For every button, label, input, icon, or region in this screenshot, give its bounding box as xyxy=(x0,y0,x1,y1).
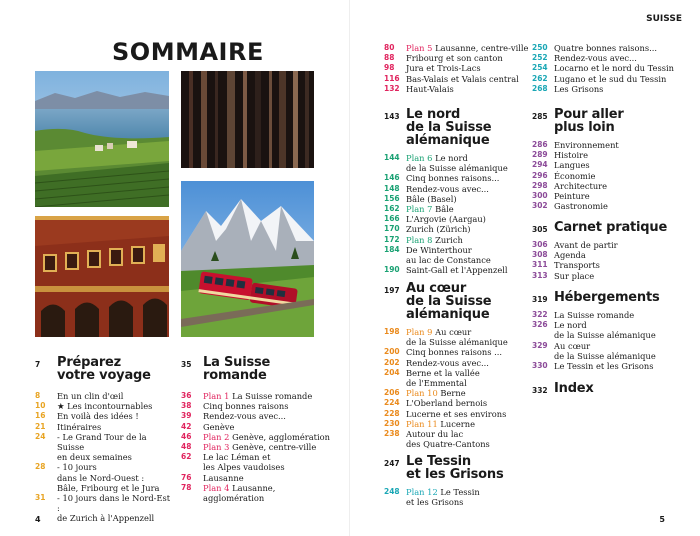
toc-entry xyxy=(181,411,331,421)
entry-title xyxy=(406,235,534,245)
entry-title: Gastronomie xyxy=(554,201,608,212)
section-nord-alemanique xyxy=(384,108,534,275)
entry-title: Histoire xyxy=(554,150,589,161)
section-title: Au cœur de la Suisse alémanique xyxy=(406,281,492,322)
entry-page-number: 308 xyxy=(532,250,548,260)
entry-title: Architecture xyxy=(554,180,608,191)
toc-entry xyxy=(181,452,331,472)
entry-title: Fribourg et son canton xyxy=(406,53,503,64)
entry-page-number: 329 xyxy=(532,340,548,350)
section-title: Le Tessin et les Grisons xyxy=(406,454,504,482)
entry-title: Langues xyxy=(554,160,590,171)
toc-entry xyxy=(384,487,534,507)
entry-plan-label: Plan 7 xyxy=(406,204,433,215)
section-title: Le nord de la Suisse alémanique xyxy=(406,107,492,148)
entry-page-number: 8 xyxy=(35,391,41,400)
section-page-number: 197 xyxy=(384,286,400,295)
entry-page-number: 306 xyxy=(532,240,548,249)
entry-page-number: 132 xyxy=(384,83,400,93)
section-title: Pour aller plus loin xyxy=(554,107,624,135)
toc-entry xyxy=(384,368,534,388)
toc-entry xyxy=(35,422,175,432)
entry-page-number: 252 xyxy=(532,53,548,63)
toc-entry xyxy=(384,63,534,73)
page-number-left: 4 xyxy=(35,515,41,524)
toc-entry xyxy=(532,201,692,211)
entry-page-number: 254 xyxy=(532,63,548,73)
entry-page-number: 206 xyxy=(384,388,400,398)
toc-entry xyxy=(384,224,534,234)
entry-page-number: 224 xyxy=(384,398,400,408)
entry-title: Lucerne et ses environs xyxy=(406,408,507,419)
entry-page-number: 38 xyxy=(181,401,192,411)
entry-title: La Suisse romande xyxy=(554,310,635,320)
entry-title: Sur place xyxy=(554,270,595,281)
section-title: Index xyxy=(554,381,594,396)
toc-entry xyxy=(384,214,534,224)
entry-page-number: 76 xyxy=(181,472,192,482)
entry-page-number: 330 xyxy=(532,361,548,371)
entry-page-number: 62 xyxy=(181,452,192,462)
entry-title: Agenda xyxy=(554,250,586,261)
entry-title: - 10 jours dans le Nord-Ouest : Bâle, Fribourg et le Jura xyxy=(57,462,160,493)
photo-mountain-train xyxy=(181,181,314,337)
entry-page-number: 184 xyxy=(384,244,400,254)
entry-page-number: 166 xyxy=(384,214,400,224)
section-title: Préparez votre voyage xyxy=(57,355,151,383)
entry-title: Rendez-vous avec... xyxy=(554,53,637,64)
section-page-number: 7 xyxy=(35,360,41,369)
toc-entry xyxy=(384,358,534,368)
entry-title: Berne et la vallée de l'Emmental xyxy=(406,367,480,389)
entry-title xyxy=(203,391,331,401)
entry-title: Économie xyxy=(554,170,596,181)
section-coeur-alemanique xyxy=(384,282,534,449)
entry-page-number: 302 xyxy=(532,201,548,211)
toc-entry xyxy=(35,462,175,493)
entry-title: Quatre bonnes raisons... xyxy=(554,43,658,53)
entry-page-number: 80 xyxy=(384,43,395,52)
entry-title: Au cœur de la Suisse alémanique xyxy=(554,340,656,361)
entry-page-number: 294 xyxy=(532,160,548,170)
toc-entry xyxy=(384,398,534,408)
toc-entry xyxy=(532,181,692,191)
entry-plan-title: Genève, agglomération xyxy=(229,431,330,442)
toc-entry xyxy=(532,191,692,201)
entry-page-number: 98 xyxy=(384,63,395,73)
section-title: Hébergements xyxy=(554,290,660,305)
entry-plan-label: Plan 8 xyxy=(406,234,433,245)
section-preparez xyxy=(35,356,175,524)
entry-plan-label: Plan 9 xyxy=(406,327,433,337)
entry-title: Lugano et le sud du Tessin xyxy=(554,73,667,84)
entry-page-number: 204 xyxy=(384,367,400,377)
toc-entry xyxy=(384,388,534,398)
entry-page-number: 172 xyxy=(384,234,400,244)
entry-list xyxy=(35,391,175,524)
section-title: Carnet pratique xyxy=(554,220,668,235)
entry-title: Le nord de la Suisse alémanique xyxy=(554,320,656,341)
entry-page-number: 228 xyxy=(384,408,400,418)
toc-entry xyxy=(384,347,534,357)
entry-title: En voilà des idées ! xyxy=(57,411,139,422)
toc-entry xyxy=(532,171,692,181)
entry-title: - Le Grand Tour de la Suisse en deux semaines xyxy=(57,431,147,463)
toc-entry xyxy=(532,63,692,73)
entry-page-number: 16 xyxy=(35,411,46,421)
page-number-right: 5 xyxy=(659,515,665,524)
entry-title: Zurich (Zürich) xyxy=(406,224,471,235)
entry-page-number: 146 xyxy=(384,173,400,183)
entry-title xyxy=(406,327,534,347)
entry-page-number: 322 xyxy=(532,310,548,319)
entry-page-number: 88 xyxy=(384,53,395,63)
entry-title: - 10 jours dans le Nord-Est : de Zurich à l'Appenzell xyxy=(57,493,171,524)
entry-page-number: 28 xyxy=(35,462,46,472)
entry-page-number: 10 xyxy=(35,401,46,411)
entry-plan-label: Plan 11 xyxy=(406,418,438,429)
toc-entry xyxy=(532,150,692,160)
toc-entry xyxy=(35,411,175,421)
entry-list xyxy=(384,43,534,94)
entry-title xyxy=(406,153,534,173)
entry-title: Autour du lac des Quatre-Cantons xyxy=(406,429,490,450)
toc-entry xyxy=(532,361,692,371)
entry-page-number: 296 xyxy=(532,170,548,180)
entry-plan-title: Genève, centre-ville xyxy=(229,442,317,453)
entry-title: De Winterthour au lac de Constance xyxy=(406,244,491,266)
toc-entry xyxy=(384,194,534,204)
toc-entry xyxy=(35,493,175,524)
entry-page-number: 46 xyxy=(181,431,192,441)
entry-title xyxy=(203,432,331,442)
toc-entry xyxy=(384,153,534,173)
toc-entry xyxy=(384,84,534,94)
entry-page-number: 48 xyxy=(181,442,192,452)
section-page-number: 285 xyxy=(532,112,548,121)
toc-entry xyxy=(384,74,534,84)
photo-town-hall xyxy=(35,216,169,337)
entry-list xyxy=(384,487,534,507)
entry-page-number: 198 xyxy=(384,327,400,336)
entry-title: Saint-Gall et l'Appenzell xyxy=(406,265,508,276)
entry-title: Rendez-vous avec... xyxy=(203,411,286,422)
entry-page-number: 200 xyxy=(384,347,400,357)
entry-list xyxy=(532,240,692,281)
section-suisse-romande xyxy=(181,356,331,503)
entry-title: Peinture xyxy=(554,191,590,202)
toc-entry xyxy=(532,310,692,320)
entry-plan-title: Le Tessin et les Grisons xyxy=(406,487,480,508)
toc-entry xyxy=(532,260,692,270)
entry-page-number: 326 xyxy=(532,320,548,330)
entry-title: Environnement xyxy=(554,140,619,150)
toc-entry xyxy=(181,483,331,503)
toc-entry xyxy=(384,184,534,194)
entry-title: Avant de partir xyxy=(554,240,618,250)
right-page xyxy=(350,0,700,536)
entry-plan-label: Plan 1 xyxy=(203,391,230,401)
section-tessin-continued xyxy=(532,43,692,94)
entry-page-number: 21 xyxy=(35,421,46,431)
entry-title: En un clin d'œil xyxy=(57,391,124,401)
entry-page-number: 313 xyxy=(532,270,548,280)
toc-entry xyxy=(532,240,692,250)
toc-entry xyxy=(384,173,534,183)
entry-title: Les Grisons xyxy=(554,83,604,94)
entry-list xyxy=(532,140,692,211)
entry-title: Genève xyxy=(203,421,235,432)
entry-page-number: 262 xyxy=(532,73,548,83)
entry-title: Rendez-vous avec... xyxy=(406,183,489,194)
section-tessin-grisons xyxy=(384,455,534,507)
entry-plan-title: Lucerne xyxy=(437,418,476,429)
entry-plan-title: Le nord de la Suisse alémanique xyxy=(406,153,508,174)
entry-page-number: 39 xyxy=(181,411,192,421)
toc-entry xyxy=(532,320,692,340)
entry-list xyxy=(532,310,692,371)
country-header: SUISSE xyxy=(646,14,682,24)
toc-entry xyxy=(181,442,331,452)
section-pour-aller-plus-loin xyxy=(532,108,692,211)
entry-page-number: 116 xyxy=(384,73,400,83)
entry-page-number: 289 xyxy=(532,150,548,160)
entry-page-number: 36 xyxy=(181,391,192,400)
entry-title xyxy=(406,43,534,53)
entry-title: Jura et Trois-Lacs xyxy=(406,63,481,74)
entry-list xyxy=(532,43,692,94)
toc-entry xyxy=(532,74,692,84)
entry-title: Lausanne xyxy=(203,472,244,483)
section-page-number: 247 xyxy=(384,459,400,468)
entry-title xyxy=(203,442,331,452)
toc-entry xyxy=(532,84,692,94)
entry-plan-label: Plan 5 xyxy=(406,43,433,53)
entry-page-number: 248 xyxy=(384,487,400,496)
toc-entry xyxy=(532,250,692,260)
entry-title xyxy=(406,419,534,429)
toc-entry xyxy=(181,422,331,432)
entry-plan-label: Plan 3 xyxy=(203,442,230,453)
entry-title: Transports xyxy=(554,260,600,271)
page-title: SOMMAIRE xyxy=(112,38,264,66)
entry-list xyxy=(384,153,534,275)
entry-title: Le Tessin et les Grisons xyxy=(554,361,654,372)
toc-entry xyxy=(181,401,331,411)
entry-title xyxy=(406,204,534,214)
entry-title: Bas-Valais et Valais central xyxy=(406,73,519,84)
toc-entry xyxy=(384,265,534,275)
entry-title: Cinq bonnes raisons ... xyxy=(406,347,503,358)
photo-dark-abstract xyxy=(181,71,314,168)
section-page-number: 319 xyxy=(532,295,548,304)
section-index xyxy=(532,382,692,395)
entry-page-number: 170 xyxy=(384,224,400,234)
entry-title: ★ Les incontournables xyxy=(57,401,153,412)
entry-page-number: 300 xyxy=(532,191,548,201)
toc-entry xyxy=(532,341,692,361)
toc-entry xyxy=(384,43,534,53)
toc-entry xyxy=(35,391,175,401)
toc-entry xyxy=(532,53,692,63)
entry-page-number: 286 xyxy=(532,140,548,149)
toc-entry xyxy=(181,473,331,483)
entry-page-number: 190 xyxy=(384,265,400,275)
entry-page-number: 156 xyxy=(384,193,400,203)
entry-page-number: 144 xyxy=(384,153,400,162)
entry-page-number: 202 xyxy=(384,357,400,367)
entry-plan-label: Plan 12 xyxy=(406,487,438,497)
entry-title: Locarno et le nord du Tessin xyxy=(554,63,674,74)
toc-entry xyxy=(384,53,534,63)
toc-entry xyxy=(384,429,534,449)
entry-page-number: 311 xyxy=(532,260,548,270)
entry-title: Cinq bonnes raisons... xyxy=(406,173,500,184)
entry-list xyxy=(181,391,331,503)
entry-title: L'Argovie (Aargau) xyxy=(406,214,486,225)
entry-page-number: 31 xyxy=(35,493,46,503)
entry-page-number: 250 xyxy=(532,43,548,52)
toc-entry xyxy=(384,327,534,347)
toc-entry xyxy=(384,409,534,419)
entry-page-number: 162 xyxy=(384,204,400,214)
entry-plan-label: Plan 2 xyxy=(203,431,230,442)
section-page-number: 332 xyxy=(532,386,548,395)
entry-plan-label: Plan 4 xyxy=(203,482,230,493)
entry-title: Rendez-vous avec... xyxy=(406,357,489,368)
toc-entry xyxy=(384,204,534,214)
entry-list xyxy=(384,327,534,449)
entry-title: Itinéraires xyxy=(57,421,102,432)
entry-plan-title: Lausanne, centre-ville xyxy=(432,43,529,53)
entry-plan-label: Plan 6 xyxy=(406,153,433,163)
entry-page-number: 238 xyxy=(384,429,400,439)
toc-entry xyxy=(181,391,331,401)
section-title: La Suisse romande xyxy=(203,355,271,383)
entry-page-number: 42 xyxy=(181,421,192,431)
toc-entry xyxy=(532,43,692,53)
section-page-number: 35 xyxy=(181,360,192,369)
entry-plan-title: La Suisse romande xyxy=(229,391,313,401)
section-hebergements xyxy=(532,291,692,371)
entry-page-number: 230 xyxy=(384,418,400,428)
entry-plan-title: Zurich xyxy=(432,234,463,245)
entry-title: Le lac Léman et les Alpes vaudoises xyxy=(203,452,285,473)
section-page-number: 143 xyxy=(384,112,400,121)
toc-entry xyxy=(35,401,175,411)
toc-entry xyxy=(532,271,692,281)
entry-title: Cinq bonnes raisons xyxy=(203,401,289,412)
section-carnet-pratique xyxy=(532,221,692,281)
entry-title xyxy=(203,483,331,503)
toc-entry xyxy=(181,432,331,442)
entry-plan-title: Au cœur de la Suisse alémanique xyxy=(406,327,508,348)
entry-page-number: 148 xyxy=(384,183,400,193)
toc-entry xyxy=(35,432,175,463)
entry-page-number: 24 xyxy=(35,431,46,441)
entry-page-number: 78 xyxy=(181,482,192,492)
entry-page-number: 298 xyxy=(532,180,548,190)
photo-lake-vineyards xyxy=(35,71,169,207)
toc-entry xyxy=(532,160,692,170)
entry-page-number: 268 xyxy=(532,83,548,93)
entry-title xyxy=(406,487,534,507)
section-romande-continued xyxy=(384,43,534,94)
toc-entry xyxy=(384,419,534,429)
toc-entry xyxy=(532,140,692,150)
entry-title xyxy=(406,388,534,398)
entry-plan-title: Bâle xyxy=(432,204,454,215)
entry-title: Bâle (Basel) xyxy=(406,193,457,204)
toc-entry xyxy=(384,245,534,265)
entry-plan-title: Berne xyxy=(437,388,466,399)
section-page-number: 305 xyxy=(532,225,548,234)
entry-plan-title: Lausanne, agglomération xyxy=(203,482,276,504)
entry-plan-label: Plan 10 xyxy=(406,388,438,399)
entry-title: L'Oberland bernois xyxy=(406,398,488,409)
toc-entry xyxy=(384,235,534,245)
entry-title: Haut-Valais xyxy=(406,83,454,94)
